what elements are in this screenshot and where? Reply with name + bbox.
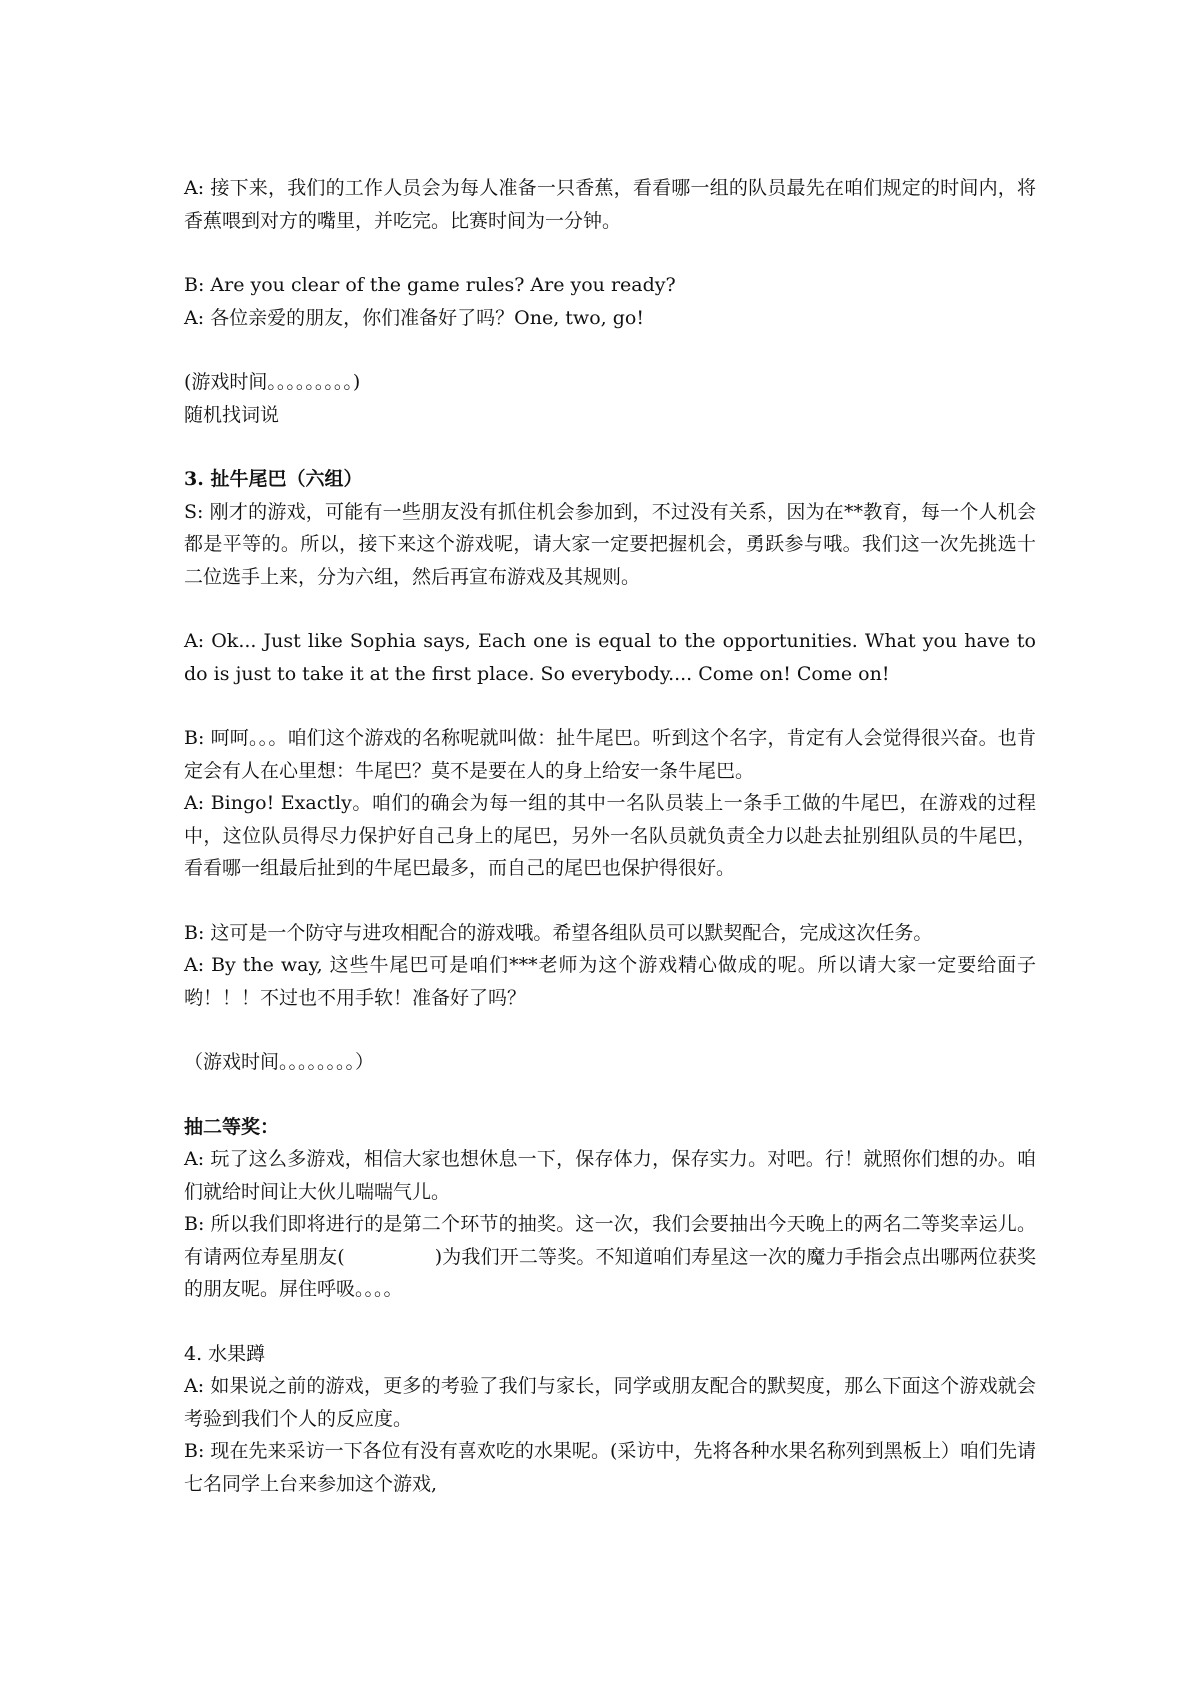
game-time-note: (游戏时间。。。。。。。。。) — [184, 371, 361, 393]
paragraph-spacer — [184, 885, 1036, 917]
paragraph-b-game-name: B: 呵呵。。。咱们这个游戏的名称呢就叫做：扯牛尾巴。听到这个名字，肯定有人会觉得很兴奋。也肯定会有人在心里想：牛尾巴？莫不是要在人的身上给安一条牛尾巴。 — [184, 727, 1036, 782]
paragraph-ready-question: A: 各位亲爱的朋友，你们准备好了吗？One, two, go! — [184, 306, 644, 329]
paragraph-spacer — [184, 1306, 1036, 1338]
game-time-note-2: （游戏时间。。。。。。。。） — [184, 1051, 375, 1073]
paragraph-a-english: A: Ok... Just like Sophia says, Each one is equal to the opportunities. What you have to do is just to take it at the first place. So everybody.... Come on! Come on! — [184, 630, 1036, 685]
document-body — [184, 172, 1036, 1500]
paragraph-a-bingo: A: Bingo! Exactly。咱们的确会为每一组的其中一名队员装上一条手工做的牛尾巴，在游戏的过程中，这位队员得尽力保护好自己身上的尾巴，另外一名队员就负责全力以赴去扯别组队员的牛尾巴，看看哪一组最后扯到的牛尾巴最多，而自己的尾巴也保护得很好。 — [184, 792, 1036, 879]
section-heading-fruit-squat: 4. 水果蹲 — [184, 1342, 266, 1365]
paragraph-b-fruits: B: 现在先来采访一下各位有没有喜欢吃的水果呢。(采访中，先将各种水果名称列到黑板上）咱们先请七名同学上台来参加这个游戏, — [184, 1440, 1036, 1495]
lottery-text-end: )为我们开二等奖。不知道咱们寿星这一次的魔力手指会点出哪两位获奖的朋友呢。屏住呼吸。。。。 — [184, 1245, 1036, 1300]
paragraph-b-defense: B: 这可是一个防守与进攻相配合的游戏哦。希望各组队员可以默契配合，完成这次任务。 — [184, 921, 933, 944]
section-heading-second-prize: 抽二等奖： — [184, 1115, 280, 1138]
paragraph-spacer — [184, 237, 1036, 269]
paragraph-a-by-the-way: A: By the way, 这些牛尾巴可是咱们***老师为这个游戏精心做成的呢。所以请大家一定要给面子哟！！！不过也不用手软！准备好了吗？ — [184, 954, 1036, 1009]
section-heading-bull-tail: 3. 扯牛尾巴（六组） — [184, 468, 363, 490]
paragraph-a-rest: A: 玩了这么多游戏，相信大家也想休息一下，保存体力，保存实力。对吧。行！就照你们想的办。咱们就给时间让大伙儿喘喘气儿。 — [184, 1148, 1036, 1203]
lottery-text-start: B: 所以我们即将进行的是第二个环节的抽奖。这一次，我们会要抽出今天晚上的两名二等奖幸运儿。有请两位寿星朋友( — [184, 1213, 1036, 1268]
paragraph-spacer — [184, 690, 1036, 722]
paragraph-b-lottery — [184, 1208, 1036, 1306]
paragraph-spacer — [184, 593, 1036, 625]
paragraph-rules-question: B: Are you clear of the game rules? Are you ready? — [184, 274, 676, 296]
random-words-note: 随机找词说 — [184, 403, 280, 426]
paragraph-spacer — [184, 1014, 1036, 1046]
paragraph-spacer — [184, 1079, 1036, 1111]
paragraph-s-intro: S: 刚才的游戏，可能有一些朋友没有抓住机会参加到，不过没有关系，因为在**教育，每一个人机会都是平等的。所以，接下来这个游戏呢，请大家一定要把握机会，勇跃参与哦。我们这一次先挑选十二位选手上来，分为六组，然后再宣布游戏及其规则。 — [184, 500, 1036, 588]
paragraph-banana-game: A: 接下来，我们的工作人员会为每人准备一只香蕉，看看哪一组的队员最先在咱们规定的时间内，将香蕉喂到对方的嘴里，并吃完。比赛时间为一分钟。 — [184, 177, 1036, 232]
paragraph-a-reaction: A: 如果说之前的游戏，更多的考验了我们与家长，同学或朋友配合的默契度，那么下面这个游戏就会考验到我们个人的反应度。 — [184, 1375, 1036, 1430]
paragraph-spacer — [184, 334, 1036, 366]
paragraph-spacer — [184, 431, 1036, 463]
